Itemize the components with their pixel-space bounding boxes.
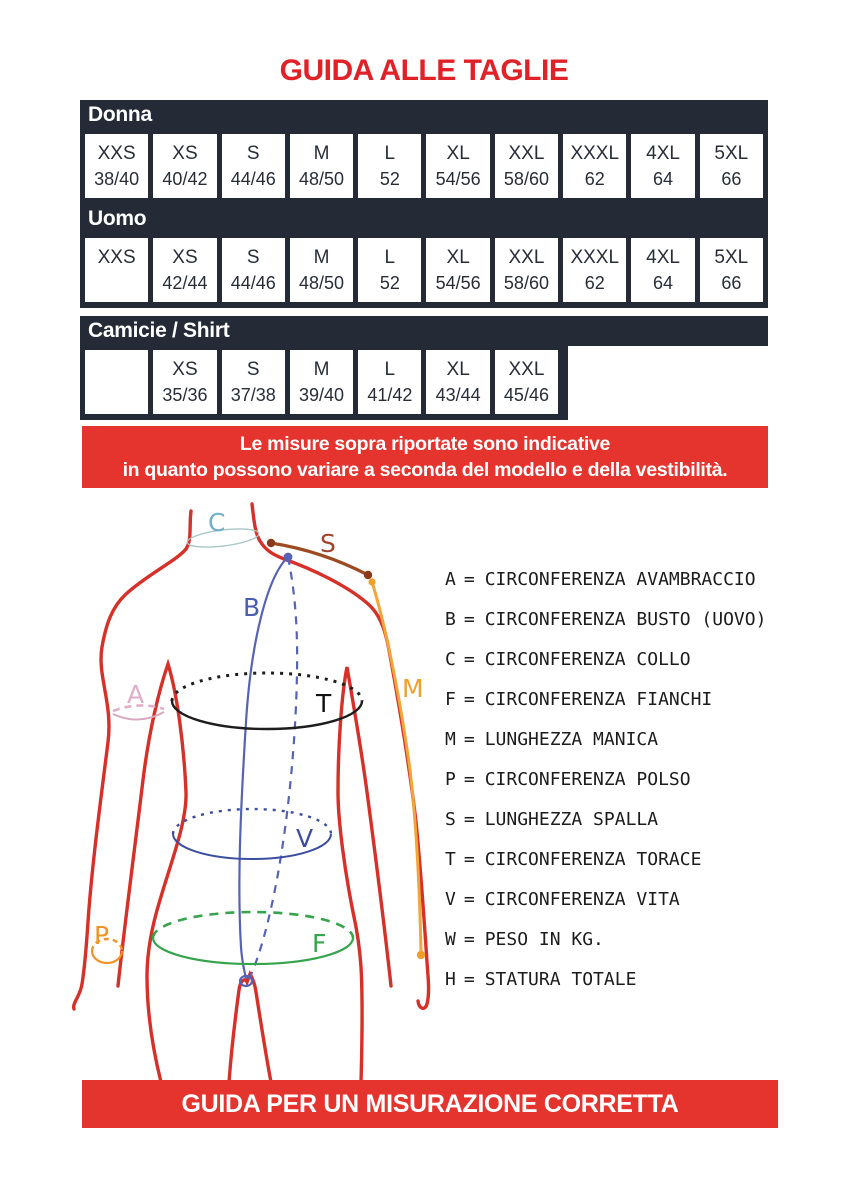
legend-item: V = CIRCONFERENZA VITA (445, 889, 680, 910)
size-cell: XXL 58/60 (495, 134, 558, 198)
legend-item: B = CIRCONFERENZA BUSTO (UOVO) (445, 609, 767, 630)
size-cell (85, 350, 148, 414)
table-header-donna: Donna (80, 100, 768, 130)
size-cell: S 37/38 (222, 350, 285, 414)
legend-item: T = CIRCONFERENZA TORACE (445, 849, 702, 870)
sleeve-line-m (368, 578, 425, 959)
size-cell: XXL 58/60 (495, 238, 558, 302)
size-cell: XL 43/44 (426, 350, 489, 414)
table-camicie (80, 316, 768, 420)
table-header-camicie: Camicie / Shirt (80, 316, 768, 346)
page-title: GUIDA ALLE TAGLIE (279, 54, 569, 87)
table-row (80, 130, 768, 204)
neck-line-c (186, 508, 259, 550)
label-p: P (94, 921, 110, 950)
label-b: B (243, 593, 261, 622)
label-c: C (208, 508, 226, 537)
size-cell: XXS 38/40 (85, 134, 148, 198)
chest-line-t (172, 673, 362, 729)
label-v: V (296, 824, 314, 853)
empty-cell (563, 350, 626, 414)
size-cell: XXL 45/46 (495, 350, 558, 414)
label-m: M (402, 674, 424, 703)
size-cell: XL 54/56 (426, 238, 489, 302)
size-cell: XS 35/36 (153, 350, 216, 414)
empty-cell (700, 350, 763, 414)
size-cell: S 44/46 (222, 134, 285, 198)
legend-item: P = CIRCONFERENZA POLSO (445, 769, 691, 790)
table-uomo (80, 204, 768, 308)
label-f: F (312, 929, 327, 958)
notice-banner (82, 426, 768, 488)
body-measurement-diagram (55, 498, 440, 1086)
size-cell: S 44/46 (222, 238, 285, 302)
size-cell: 4XL 64 (631, 238, 694, 302)
legend-item: C = CIRCONFERENZA COLLO (445, 649, 691, 670)
wrist-line-p (92, 921, 122, 963)
notice-line1: Le misure sopra riportate sono indicative (239, 433, 611, 455)
size-cell: XXS (85, 238, 148, 302)
bust-line-b (239, 553, 297, 986)
legend-item: H = STATURA TOTALE (445, 969, 637, 990)
legend-item: M = LUNGHEZZA MANICA (445, 729, 659, 750)
footer-text: GUIDA PER UN MISURAZIONE CORRETTA (181, 1089, 679, 1118)
hips-line-f (153, 912, 353, 964)
legend-item: W = PESO IN KG. (445, 929, 604, 950)
size-cell: M 39/40 (290, 350, 353, 414)
size-cell: 5XL 66 (700, 238, 763, 302)
size-cell: L 41/42 (358, 350, 421, 414)
table-row (80, 234, 768, 308)
empty-cell (631, 350, 694, 414)
size-cell: M 48/50 (290, 134, 353, 198)
size-cell: L 52 (358, 238, 421, 302)
legend-item: F = CIRCONFERENZA FIANCHI (445, 689, 713, 710)
table-header-uomo: Uomo (80, 204, 768, 234)
size-cell: XL 54/56 (426, 134, 489, 198)
size-cell: M 48/50 (290, 238, 353, 302)
size-tables (80, 100, 768, 420)
label-t: T (316, 689, 332, 718)
label-a: A (127, 680, 145, 709)
size-cell: 4XL 64 (631, 134, 694, 198)
footer-banner (82, 1080, 778, 1128)
size-cell: XS 42/44 (153, 238, 216, 302)
size-cell: XS 40/42 (153, 134, 216, 198)
table-row (80, 346, 768, 420)
size-cell: 5XL 66 (700, 134, 763, 198)
measurement-legend (445, 560, 766, 1000)
table-donna (80, 100, 768, 204)
size-cell: L 52 (358, 134, 421, 198)
legend-item: A = CIRCONFERENZA AVAMBRACCIO (445, 569, 756, 590)
shoulder-line-s (267, 529, 372, 579)
label-s: S (320, 529, 336, 558)
legend-item: S = LUNGHEZZA SPALLA (445, 809, 659, 830)
size-cell: XXXL 62 (563, 238, 626, 302)
notice-line2: in quanto possono variare a seconda del modello e della vestibilità. (122, 459, 728, 481)
waist-line-v (173, 809, 331, 859)
size-cell: XXXL 62 (563, 134, 626, 198)
